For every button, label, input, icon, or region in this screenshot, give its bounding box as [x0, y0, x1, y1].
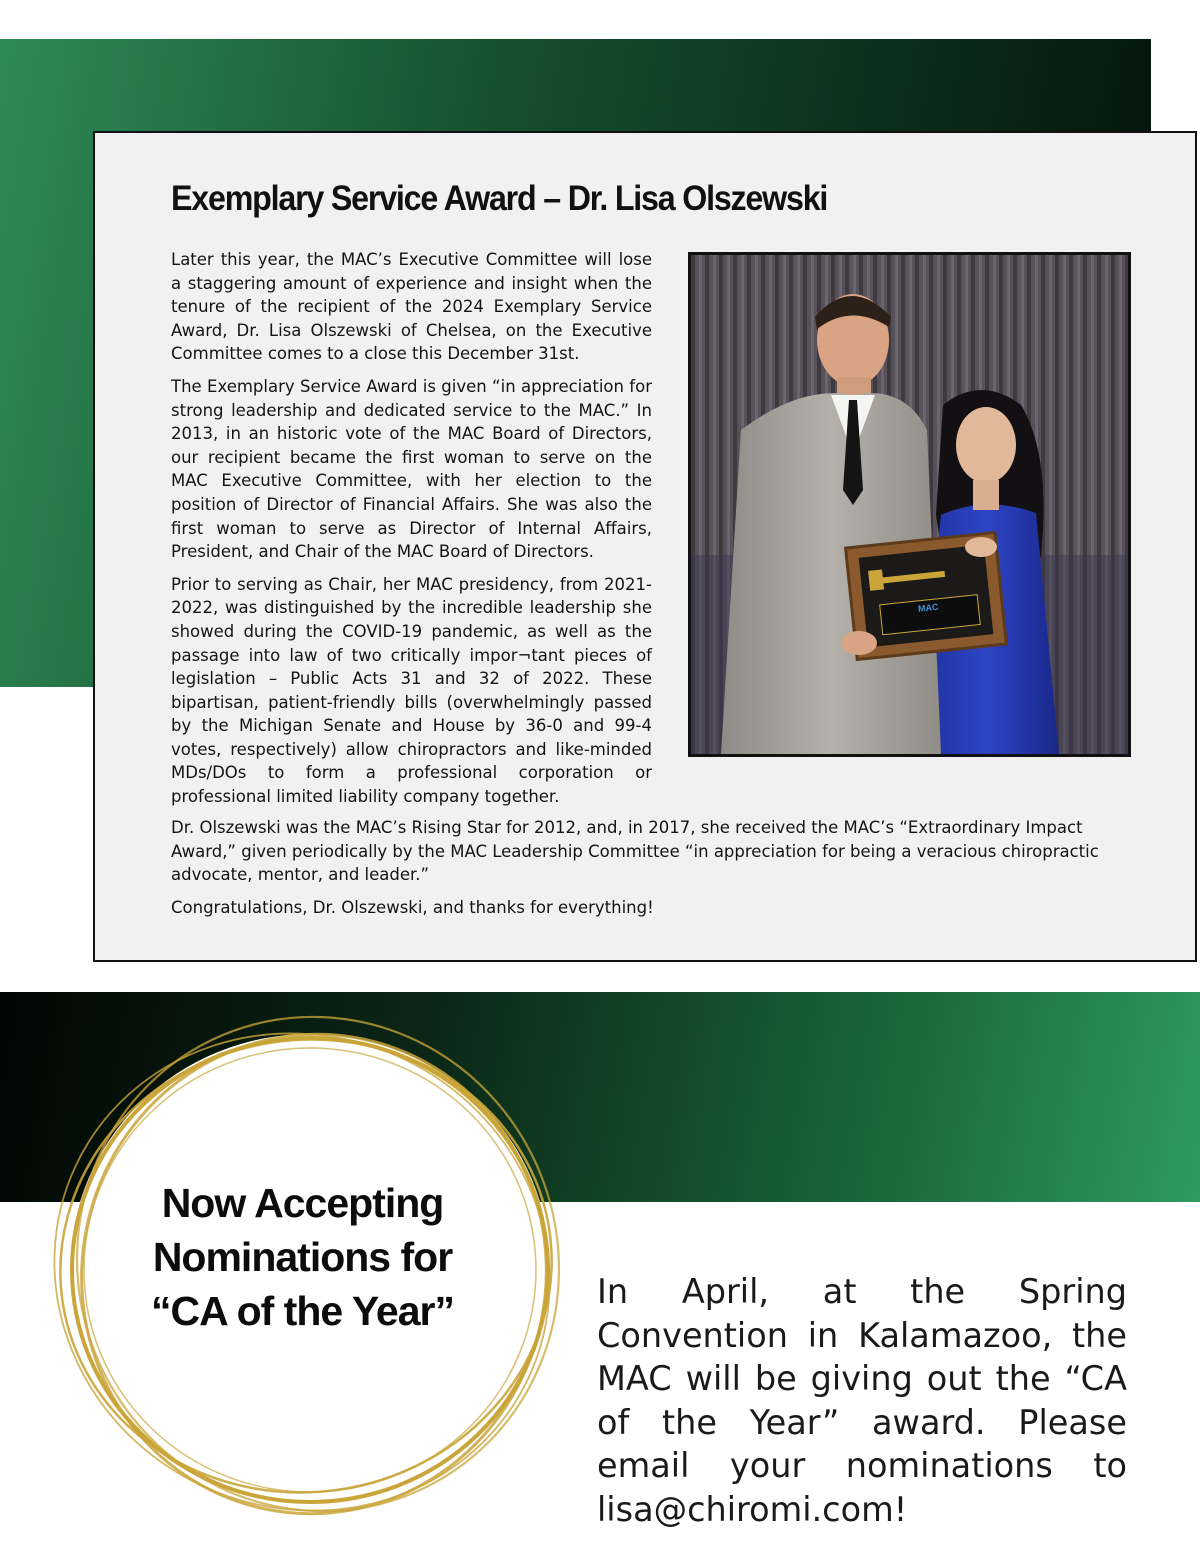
nominations-body: In April, at the Spring Convention in Kalamazoo, the MAC will be giving out the “CA of the Year” award. Please email your nominations to lisa@chiromi.com!: [597, 1272, 1127, 1529]
award-paragraph-2: The Exemplary Service Award is given “in appreciation for strong leadership and dedicated service to the MAC.” In 2013, in an historic vote of the MAC Board of Directors, our recipient became the first woman to serve on the MAC Executive Committee, with her election to the position of Director of Financial Affairs. She was also the first woman to serve as Director of Internal Affairs, President, and Chair of the MAC Board of Directors.: [171, 376, 652, 562]
nominations-heading-line-2: Nominations for: [152, 1234, 453, 1280]
nominations-heading: [120, 1176, 485, 1338]
award-title: Exemplary Service Award – Dr. Lisa Olszewski: [171, 179, 828, 218]
award-wide-text: [171, 816, 1131, 928]
award-card: [93, 131, 1197, 962]
plaque-logo-text: MAC: [917, 601, 939, 614]
award-paragraph-5: Congratulations, Dr. Olszewski, and thanks for everything!: [171, 897, 654, 917]
award-paragraph-3: Prior to serving as Chair, her MAC presidency, from 2021-2022, was distinguished by the incredible leadership she showed during the COVID-19 pandemic, as well as the passage into law of two critically impor¬tant pieces of legislation – Public Acts 31 and 32 of 2022. These bipartisan, patient-friendly bills (overwhelmingly passed by the Michigan Senate and House by 36-0 and 99-4 votes, respectively) allow chiropractors and like-minded MDs/DOs to form a professional corporation or professional limited liability company together.: [171, 574, 652, 807]
award-body-column: [171, 248, 652, 818]
award-paragraph-1: Later this year, the MAC’s Executive Committee will lose a staggering amount of experience and insight when the tenure of the recipient of the 2024 Exemplary Service Award, Dr. Lisa Olszewski of Chelsea, on the Executive Committee comes to a close this December 31st.: [171, 250, 652, 364]
award-paragraph-4: Dr. Olszewski was the MAC’s Rising Star for 2012, and, in 2017, she received the MAC’s “Extraordinary Impact Award,” given periodically by the MAC Leadership Committee “in appreciation for being a veracious chiropractic advocate, mentor, and leader.”: [171, 818, 1099, 885]
award-photo: [688, 252, 1131, 757]
award-photo-illustration: [691, 255, 1128, 754]
nominations-heading-line-3: “CA of the Year”: [151, 1288, 454, 1334]
nominations-heading-line-1: Now Accepting: [161, 1180, 444, 1226]
